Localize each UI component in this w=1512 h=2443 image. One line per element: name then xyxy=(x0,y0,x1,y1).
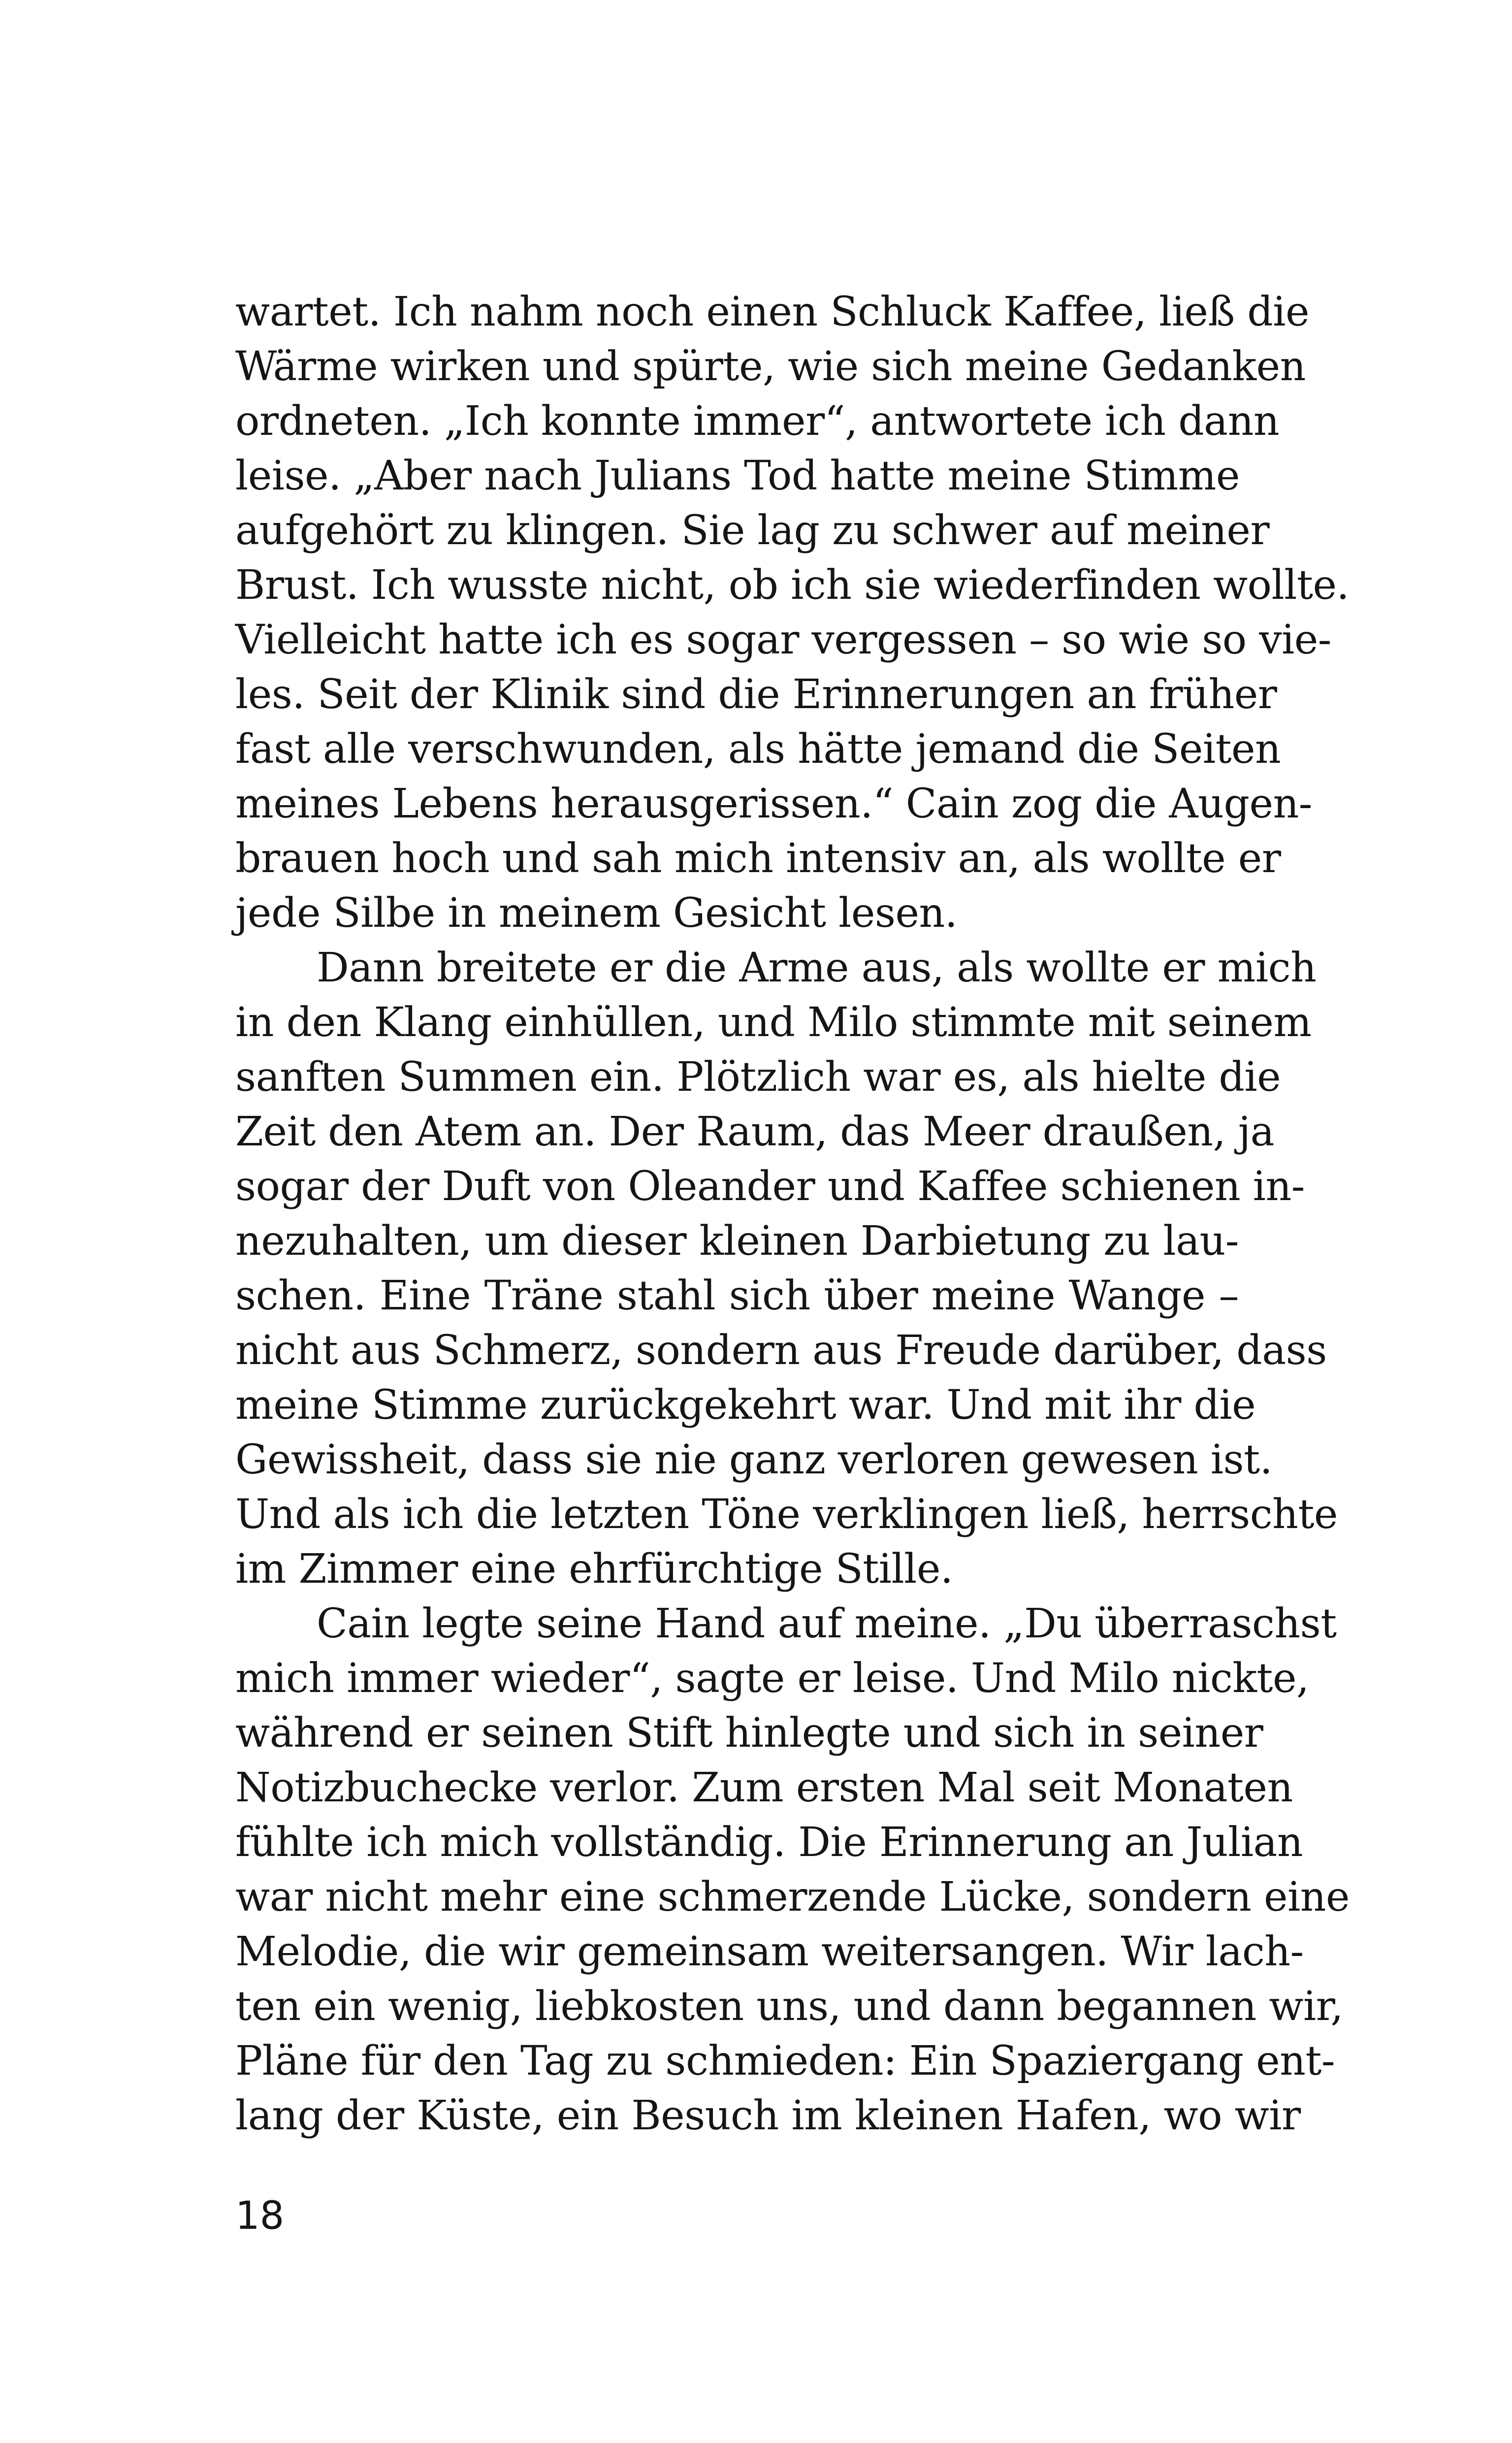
text-line: nicht aus Schmerz, sondern aus Freude darüber, dass xyxy=(235,1327,1327,1374)
text-line: sanften Summen ein. Plötzlich war es, als hielte die xyxy=(235,1054,1281,1101)
paragraph xyxy=(235,1596,1350,2143)
text-line: Vielleicht hatte ich es sogar vergessen – so wie so vie- xyxy=(235,617,1331,663)
text-line: aufgehört zu klingen. Sie lag zu schwer auf meiner xyxy=(235,507,1270,554)
text-line: Notizbuchecke verlor. Zum ersten Mal seit Monaten xyxy=(235,1764,1293,1811)
page-number: 18 xyxy=(235,2194,285,2238)
text-line: Pläne für den Tag zu schmieden: Ein Spaziergang ent- xyxy=(235,2038,1335,2085)
text-line: Zeit den Atem an. Der Raum, das Meer draußen, ja xyxy=(235,1108,1275,1155)
text-line: ordneten. „Ich konnte immer“, antwortete ich dann xyxy=(235,398,1280,445)
text-line: Dann breitete er die Arme aus, als wollte er mich xyxy=(317,945,1317,991)
text-line: Wärme wirken und spürte, wie sich meine Gedanken xyxy=(235,343,1306,390)
paragraph xyxy=(235,285,1350,941)
text-line: Gewissheit, dass sie nie ganz verloren gewesen ist. xyxy=(235,1436,1273,1483)
text-line: während er seinen Stift hinlegte und sich in seiner xyxy=(235,1710,1263,1757)
text-line: im Zimmer eine ehrfürchtige Stille. xyxy=(235,1546,953,1593)
paragraph xyxy=(235,941,1338,1596)
text-line: Und als ich die letzten Töne verklingen ließ, herrschte xyxy=(235,1491,1338,1538)
text-line: mich immer wieder“, sagte er leise. Und Milo nickte, xyxy=(235,1655,1309,1702)
body-text xyxy=(235,285,1350,2143)
text-line: lang der Küste, ein Besuch im kleinen Hafen, wo wir xyxy=(235,2092,1301,2139)
text-line: wartet. Ich nahm noch einen Schluck Kaffee, ließ die xyxy=(235,289,1310,335)
text-line: meines Lebens herausgerissen.“ Cain zog die Augen- xyxy=(235,781,1312,827)
text-line: in den Klang einhüllen, und Milo stimmte mit seinem xyxy=(235,999,1312,1046)
text-line: schen. Eine Träne stahl sich über meine Wange – xyxy=(235,1272,1239,1319)
text-line: fast alle verschwunden, als hätte jemand die Seiten xyxy=(235,726,1281,773)
text-line: sogar der Duft von Oleander und Kaffee schienen in- xyxy=(235,1163,1305,1210)
text-line: leise. „Aber nach Julians Tod hatte meine Stimme xyxy=(235,453,1240,499)
text-line: Cain legte seine Hand auf meine. „Du überraschst xyxy=(317,1600,1337,1647)
text-line: Brust. Ich wusste nicht, ob ich sie wiederfinden wollte. xyxy=(235,562,1350,609)
text-line: Melodie, die wir gemeinsam weitersangen. Wir lach- xyxy=(235,1928,1304,1975)
text-line: jede Silbe in meinem Gesicht lesen. xyxy=(235,890,958,937)
text-line: les. Seit der Klinik sind die Erinnerungen an früher xyxy=(235,671,1277,718)
text-line: fühlte ich mich vollständig. Die Erinnerung an Julian xyxy=(235,1819,1303,1866)
text-line: brauen hoch und sah mich intensiv an, als wollte er xyxy=(235,835,1281,882)
text-line: war nicht mehr eine schmerzende Lücke, sondern eine xyxy=(235,1874,1350,1921)
text-line: ten ein wenig, liebkosten uns, und dann begannen wir, xyxy=(235,1983,1344,2030)
text-line: meine Stimme zurückgekehrt war. Und mit ihr die xyxy=(235,1382,1256,1429)
text-line: nezuhalten, um dieser kleinen Darbietung zu lau- xyxy=(235,1218,1239,1265)
